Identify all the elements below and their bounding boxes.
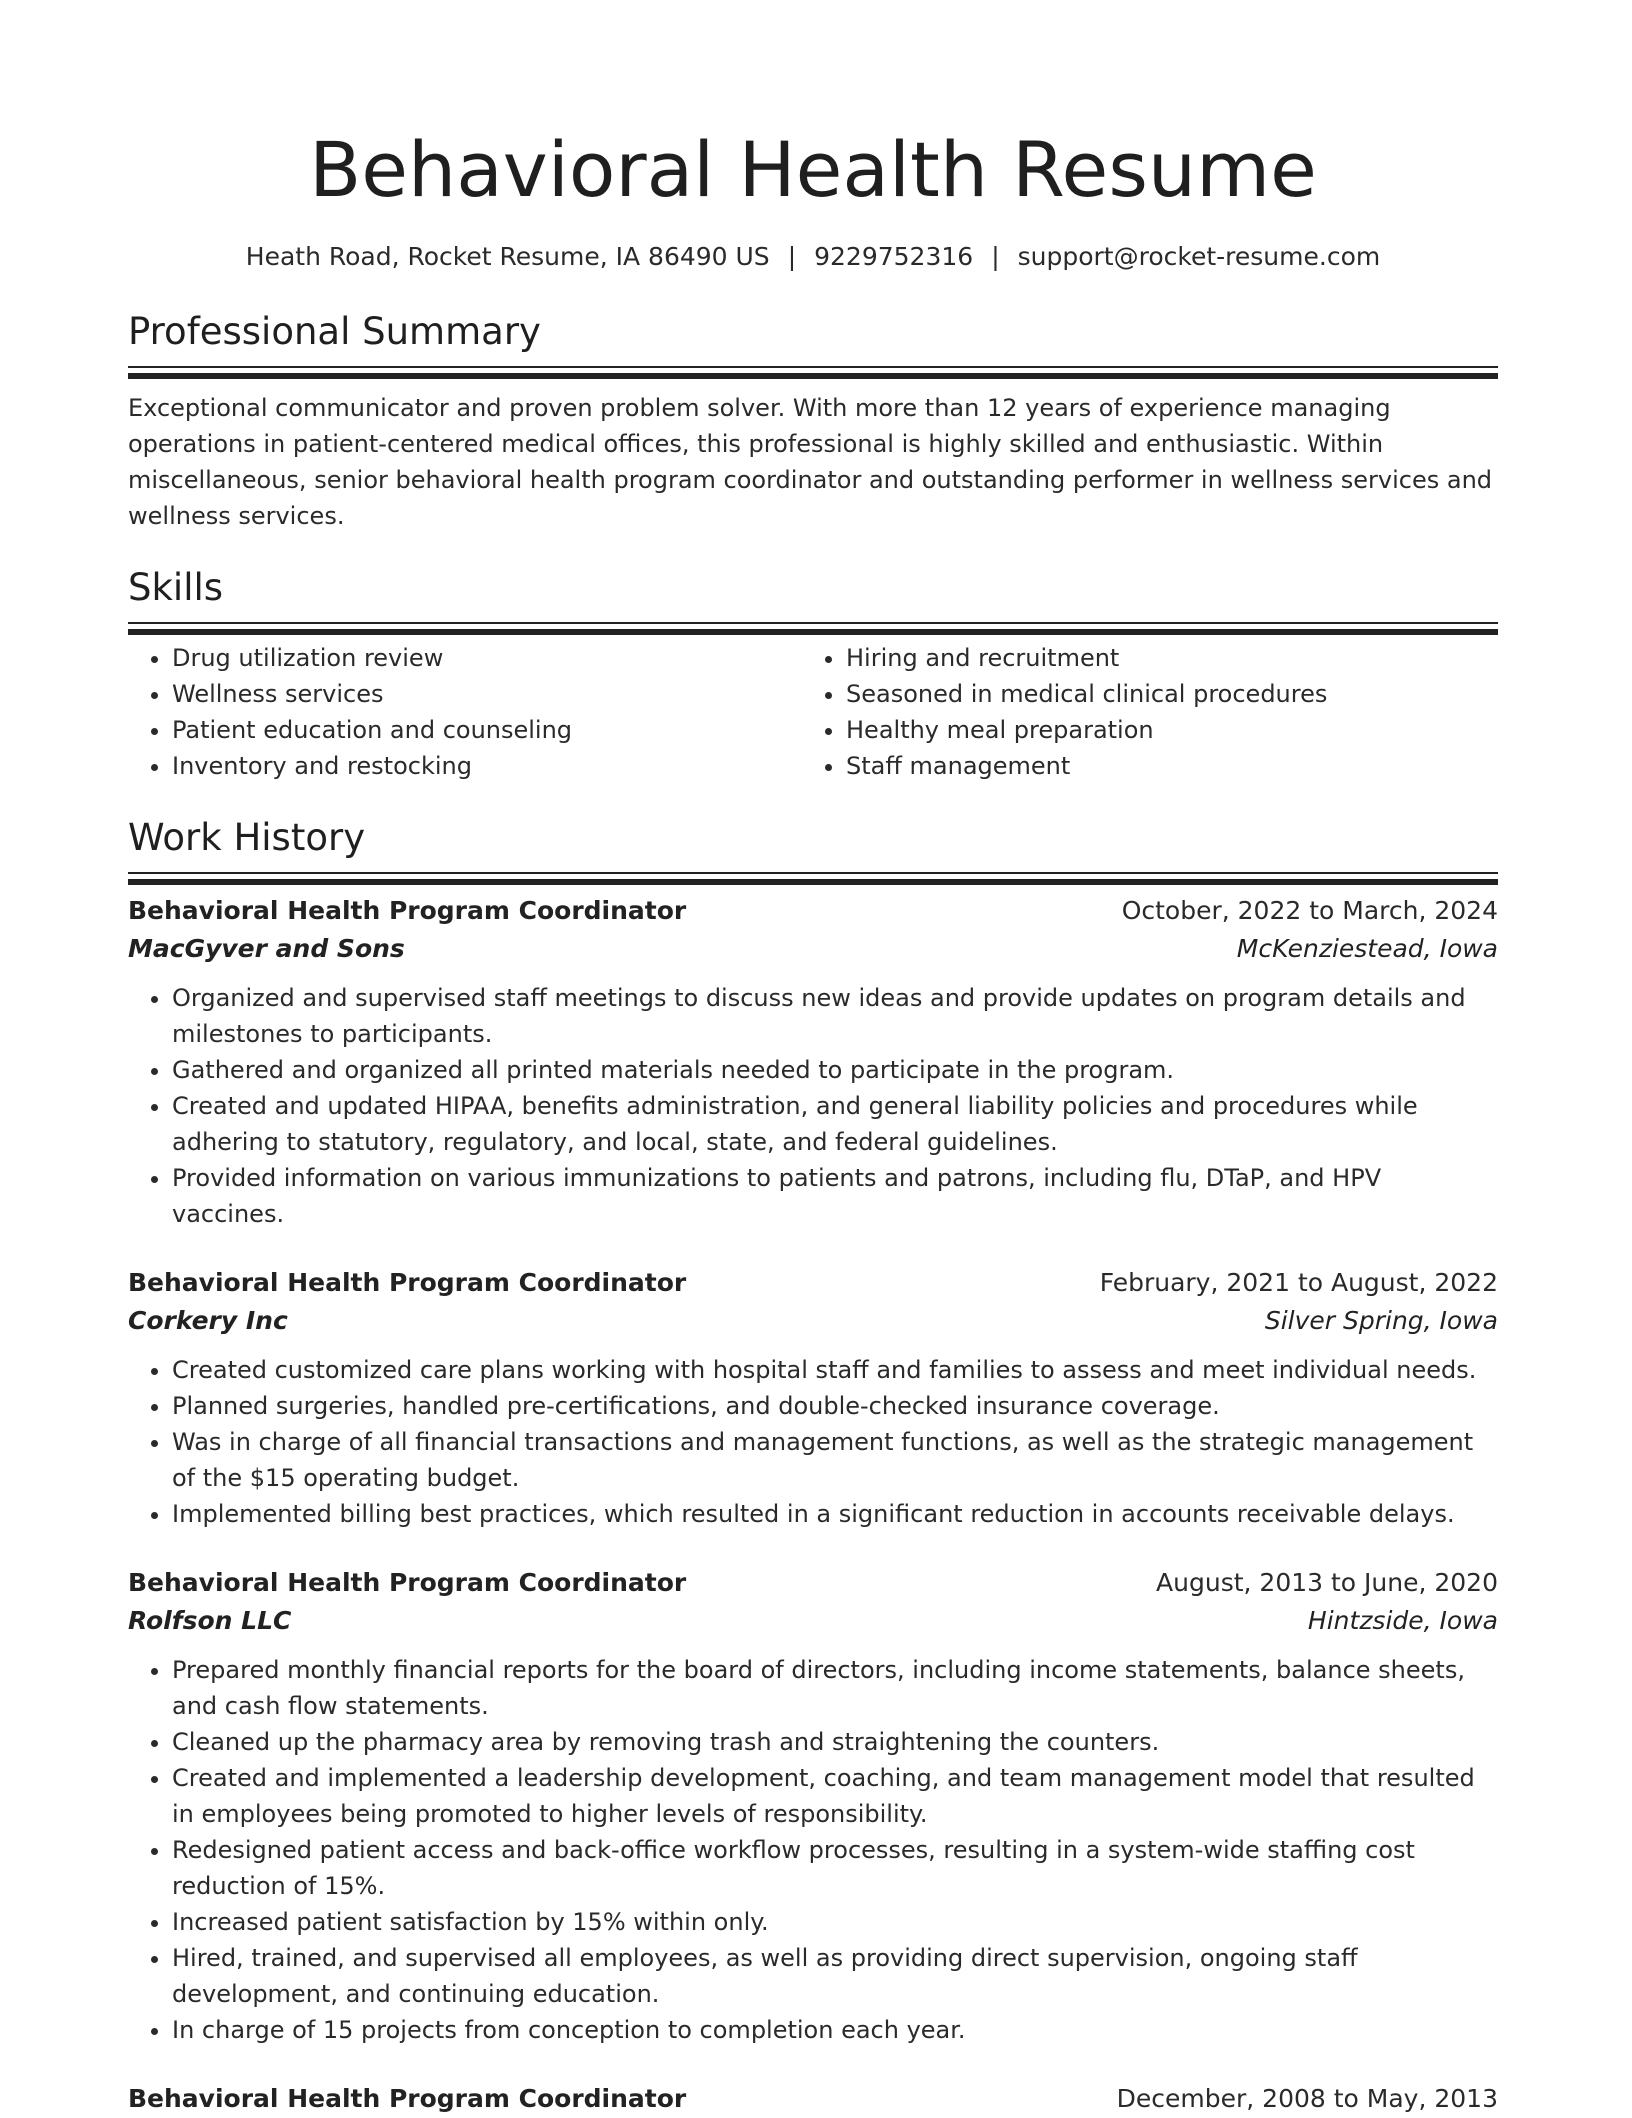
contact-separator: | (991, 242, 1000, 271)
work-history-section (128, 814, 1498, 2118)
job-entry (128, 1564, 1498, 2048)
job-dates: October, 2022 to March, 2024 (1121, 896, 1498, 925)
summary-text: Exceptional communicator and proven problem solver. With more than 12 years of experience managing operations in patient-centered medical offices, this professional is highly skilled and enthusiastic. Within miscellaneous, senior behavioral health program coordinator and outstanding performer in wellness services and wellness services. (128, 394, 1493, 530)
contact-address: Heath Road, Rocket Resume, IA 86490 US (245, 242, 770, 271)
skills-columns (128, 640, 1498, 784)
contact-separator: | (787, 242, 797, 271)
skills-section (128, 564, 1498, 784)
skill-item: • Staff management (846, 748, 1476, 784)
job-bullet-list (128, 980, 1498, 1232)
job-bullet: • Increased patient satisfaction by 15% within only. (172, 1904, 1498, 1940)
job-bullet: • Organized and supervised staff meetings to discuss new ideas and provide updates on program details and milestones to participants. (172, 980, 1498, 1052)
resume-page (128, 0, 1498, 2118)
job-bullet: • Prepared monthly financial reports for the board of directors, including income statements, balance sheets, and cash flow statements. (172, 1652, 1498, 1724)
job-bullet: • Provided information on various immunizations to patients and patrons, including flu, DTaP, and HPV vaccines. (172, 1160, 1498, 1232)
skill-item: • Patient education and counseling (172, 712, 802, 748)
job-company: MacGyver and Sons (128, 934, 405, 963)
job-bullet: • Cleaned up the pharmacy area by removing trash and straightening the counters. (172, 1724, 1498, 1760)
job-title: Behavioral Health Program Coordinator (128, 1568, 687, 1597)
job-entry (128, 2080, 1498, 2118)
job-company: Rolfson LLC (128, 1606, 292, 1635)
job-title: Behavioral Health Program Coordinator (128, 2084, 687, 2113)
resume-title: Behavioral Health Resume (309, 125, 1317, 214)
job-company: Corkery Inc (128, 1306, 288, 1335)
job-bullet: • Created and implemented a leadership development, coaching, and team management model that resulted in employees being promoted to higher levels of responsibility. (172, 1760, 1498, 1832)
job-bullet: • Redesigned patient access and back-office workflow processes, resulting in a system-wide staffing cost reduction of 15%. (172, 1832, 1498, 1904)
job-bullet: • Planned surgeries, handled pre-certifications, and double-checked insurance coverage. (172, 1388, 1498, 1424)
section-heading-work: Work History (128, 816, 366, 859)
job-bullet: • Created and updated HIPAA, benefits administration, and general liability policies and procedures while adhering to statutory, regulatory, and local, state, and federal guidelines. (172, 1088, 1498, 1160)
job-title: Behavioral Health Program Coordinator (128, 1268, 687, 1297)
job-entry (128, 892, 1498, 1232)
job-bullet: • Was in charge of all financial transactions and management functions, as well as the strategic management of the $15 operating budget. (172, 1424, 1498, 1496)
job-bullet: • Hired, trained, and supervised all employees, as well as providing direct supervision, ongoing staff development, and continuing education. (172, 1940, 1498, 2012)
skill-item: • Healthy meal preparation (846, 712, 1476, 748)
job-title: Behavioral Health Program Coordinator (128, 896, 687, 925)
contact-email: support@rocket-resume.com (1017, 242, 1381, 271)
job-entry (128, 1264, 1498, 1532)
skill-item: • Hiring and recruitment (846, 640, 1476, 676)
skill-item: • Wellness services (172, 676, 802, 712)
job-bullet-list (128, 1652, 1498, 2048)
job-bullet-list (128, 1352, 1498, 1532)
skills-list-left (128, 640, 802, 784)
section-divider (128, 622, 1498, 624)
job-bullet: • In charge of 15 projects from conception to completion each year. (172, 2012, 1498, 2048)
job-dates: February, 2021 to August, 2022 (1099, 1268, 1498, 1297)
section-divider (128, 872, 1498, 874)
skill-item: • Seasoned in medical clinical procedures (846, 676, 1476, 712)
section-divider (128, 366, 1498, 368)
job-location: McKenziestead, Iowa (1236, 934, 1498, 963)
contact-phone: 9229752316 (814, 242, 974, 271)
skill-item: • Inventory and restocking (172, 748, 802, 784)
section-heading-summary: Professional Summary (128, 310, 541, 353)
skill-item: • Drug utilization review (172, 640, 802, 676)
contact-line (128, 240, 1498, 274)
job-bullet: • Created customized care plans working with hospital staff and families to assess and meet individual needs. (172, 1352, 1498, 1388)
job-dates: August, 2013 to June, 2020 (1156, 1568, 1498, 1597)
summary-section (128, 308, 1498, 534)
job-location: Silver Spring, Iowa (1264, 1306, 1498, 1335)
job-location: Hintzside, Iowa (1307, 1606, 1498, 1635)
section-heading-skills: Skills (128, 566, 224, 609)
skills-list-right (802, 640, 1476, 784)
job-dates: December, 2008 to May, 2013 (1116, 2084, 1498, 2113)
job-bullet: • Implemented billing best practices, which resulted in a significant reduction in accounts receivable delays. (172, 1496, 1498, 1532)
job-bullet: • Gathered and organized all printed materials needed to participate in the program. (172, 1052, 1498, 1088)
